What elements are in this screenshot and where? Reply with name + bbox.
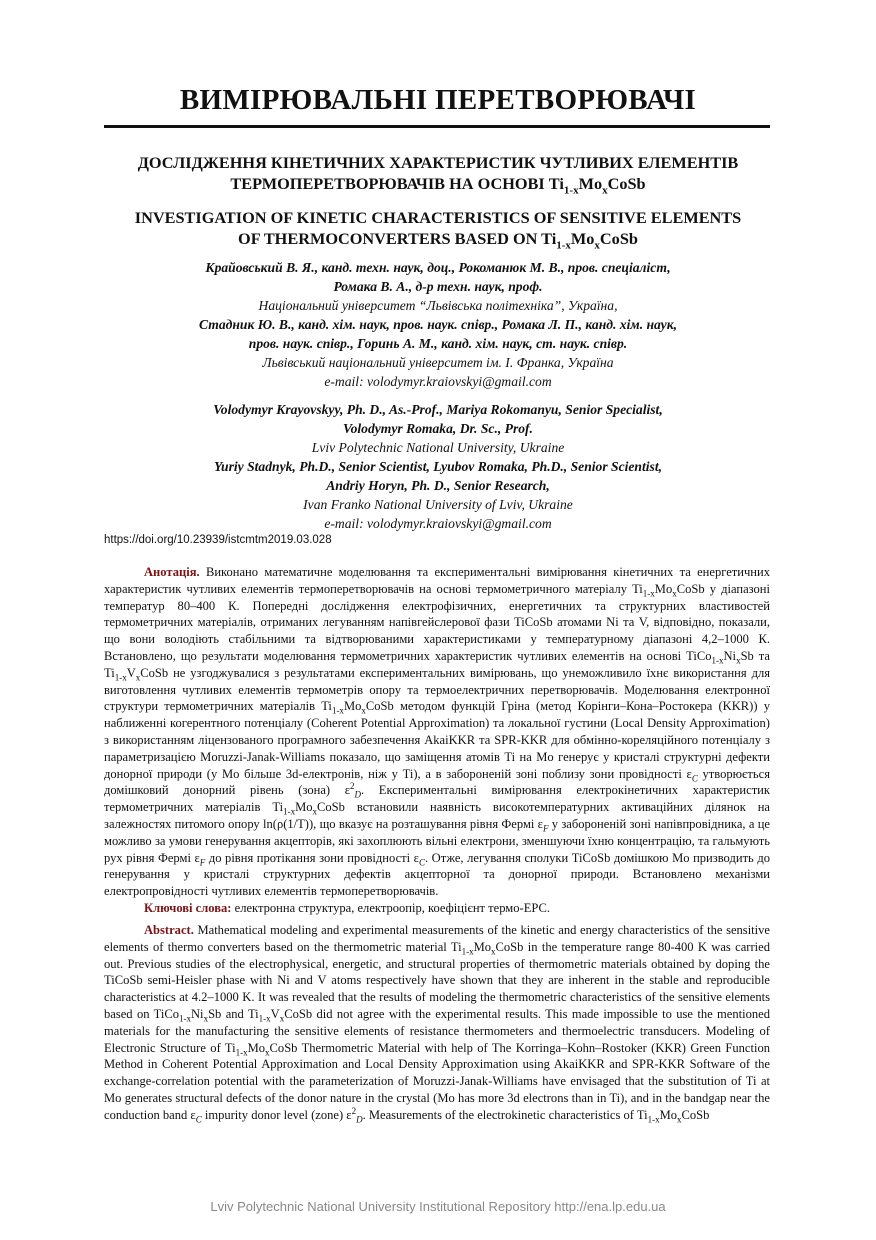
- abstract-label: Abstract.: [144, 923, 194, 937]
- affiliation-line: Національний університет “Львівська політехніка”, Україна,: [258, 298, 618, 313]
- keywords-label: Ключові слова:: [144, 900, 232, 915]
- author-line: Yuriy Stadnyk, Ph.D., Senior Scientist, Lyubov Romaka, Ph.D., Senior Scientist,: [213, 459, 663, 474]
- abstract-paragraph: Abstract. Mathematical modeling and experimental measurements of the kinetic and energy characteristics of the sensitive elements of thermo converters based on the thermometric material $Ti_{1-x}Mo_xCoSb$ in the temperature range 80-400 K was carried out. Previous studies of the electrophysical, energetic, and structural properties of thermometric materials obtained by doping the TiCoSb semi-Heisler phase with Ni and V atoms respectively have shown that they are inherent in the stable and reproducible characteristics at 4.2–1000 K. It was revealed that the results of modeling the thermometric characteristics of the sensitive elements based on $TiCo_{1-x}Ni_xSb$ and $Ti_{1-x}V_xCoSb$ did not agree with the experimental results. This made impossible to use the mentioned materials for the manufacturing the sensitive elements of resistance thermometers and thermoelectric transducers. Modeling of Electronic Structure of $Ti_{1-x}Mo_xCoSb$ Thermometric Material with help of The Korringa–Kohn–Rostoker (KKR) Green Function Method in Coherent Potential Approximation and Local Density Approximation using AkaiKKR and SPR-KKR Software of the exchange-correlation potential with the parameterization of Moruzzi-Janak-Williams have envisaged that the substitution of Ti at Mo generates structural defects of the donor nature in the crystal (Mo has more 3d electrons than in Ti), and in the bandgap near the conduction band $\varepsilon_C$ impurity donor level (zone) $\varepsilon^2_D$. Measurements of the electrokinetic characteristics of $Ti_{1-x}Mo_xCoSb$: [104, 923, 771, 1125]
- author-line: Стадник Ю. В., канд. хім. наук, пров. наук. співр., Ромака Л. П., канд. хім. наук,: [199, 317, 677, 332]
- authors-en: [80, 400, 796, 533]
- author-line: Ромака В. А., д-р техн. наук, проф.: [333, 279, 543, 294]
- title-uk-line2: ТЕРМОПЕРЕТВОРЮВАЧІВ НА ОСНОВІ $Ti_{1-x}Mo_xCoSb$: [230, 174, 646, 197]
- email-line: e-mail: volodymyr.kraiovskyi@gmail.com: [324, 516, 552, 531]
- affiliation-line: Львівський національний університет ім. І. Франка, Україна: [262, 355, 614, 370]
- authors-uk: [80, 258, 796, 391]
- annotation-block: [104, 564, 770, 917]
- author-line: Volodymyr Romaka, Dr. Sc., Prof.: [343, 421, 533, 436]
- title-en: [60, 207, 816, 256]
- doi-link[interactable]: https://doi.org/10.23939/istcmtm2019.03.028: [104, 534, 332, 546]
- annotation-label: Анотація.: [144, 565, 200, 579]
- title-en-line1: INVESTIGATION OF KINETIC CHARACTERISTICS OF SENSITIVE ELEMENTS: [134, 208, 742, 227]
- author-line: Крайовський В. Я., канд. техн. наук, доц., Рокоманюк М. В., пров. спеціаліст,: [205, 260, 671, 275]
- repository-footer: Lviv Polytechnic National University Institutional Repository http://ena.lp.edu.ua: [210, 1199, 666, 1214]
- author-line: Volodymyr Krayovskyy, Ph. D., As.-Prof., Mariya Rokomanyu, Senior Specialist,: [213, 402, 663, 417]
- keywords-paragraph: Ключові слова: електронна структура, електроопір, коефіцієнт термо-ЕРС.: [144, 900, 550, 915]
- affiliation-line: Lviv Polytechnic National University, Ukraine: [311, 440, 565, 455]
- section-title: ВИМІРЮВАЛЬНІ ПЕРЕТВОРЮВАЧІ: [179, 84, 697, 116]
- title-uk: [60, 152, 816, 201]
- section-divider: [104, 125, 770, 128]
- title-uk-line1: ДОСЛІДЖЕННЯ КІНЕТИЧНИХ ХАРАКТЕРИСТИК ЧУТЛИВИХ ЕЛЕМЕНТІВ: [137, 153, 739, 172]
- annotation-paragraph: Анотація. Виконано математичне моделювання та експериментальні вимірювання кінетичних та енергетичних характеристик чутливих елементів термоперетворювачів на основі термометричного матеріалу $Ti_{1-x}Mo_xCoSb$ у діапазоні температур 80–400 К. Попередні дослідження електрофізичних, енергетичних та структурних властивостей термометричних матеріалів, отриманих легуванням напівгейслерової фази TiCoSb атомами Ni та V, відповідно, показали, що вони володіють стабільними та відтворюваними характеристиками у температурному діапазоні 4,2–1000 К. Встановлено, що результати моделювання термометричних характеристик чутливих елементів на основі $TiCo_{1-x}Ni_xSb$ та $Ti_{1-x}V_xCoSb$ не узгоджувалися з результатами експериментальних вимірювань, що унеможливило їхнє використання для виготовлення чутливих елементів термометрів опору та термоелектричних перетворювачів. Моделювання електронної структури термометричних матеріалів $Ti_{1-x}Mo_xCoSb$ методом функцій Гріна (метод Корінги–Кона–Ростокера (KKR)) у наближенні когерентного потенціалу (Coherent Potential Approximation) та локальної густини (Local Density Approximation) з використанням ліцензованого програмного забезпечення AkaiKKR та SPR-KKR для обмінно-кореляційного потенціалу з параметризацією Moruzzi-Janak-Williams показало, що заміщення атомів Ti на Mo генерує у кристалі структурні дефекти донорної природи (у Mo більше 3d-електронів, ніж у Ti), а в забороненій зоні поблизу зони провідності $\varepsilon_C$ утворюється домішковий донорний рівень (зона) $\varepsilon^2_D$. Експериментальні вимірювання електрокінетичних характеристик термометричних матеріалів $Ti_{1-x}Mo_xCoSb$ встановили наявність високотемпературних активаційних ділянок на залежностях питомого опору ln(ρ(1/T)), що вказує на розташування рівня Фермі $\varepsilon_F$ у забороненій зоні напівпровідника, а це можливо за умови генерування акцепторів, які захоплюють вільні електрони, зменшуючи їхню концентрацію, та гальмують рух рівня Фермі $\varepsilon_F$ до рівня протікання зони провідності $\varepsilon_C$. Отже, легування сполуки TiCoSb домішкою Mo призводить до генерування у кристалі структурних дефектів акцепторної та донорної природи. Встановлено механізми електропровідності чутливих елементів термоперетворювачів.: [104, 565, 771, 899]
- author-line: пров. наук. співр., Горинь А. М., канд. хім. наук, ст. наук. співр.: [248, 336, 628, 351]
- email-line: e-mail: volodymyr.kraiovskyi@gmail.com: [324, 374, 552, 389]
- abstract-block: [104, 922, 770, 1124]
- title-en-line2: OF THERMOCONVERTERS BASED ON $Ti_{1-x}Mo_xCoSb$: [238, 229, 638, 252]
- author-line: Andriy Horyn, Ph. D., Senior Research,: [326, 478, 550, 493]
- affiliation-line: Ivan Franko National University of Lviv, Ukraine: [303, 497, 573, 512]
